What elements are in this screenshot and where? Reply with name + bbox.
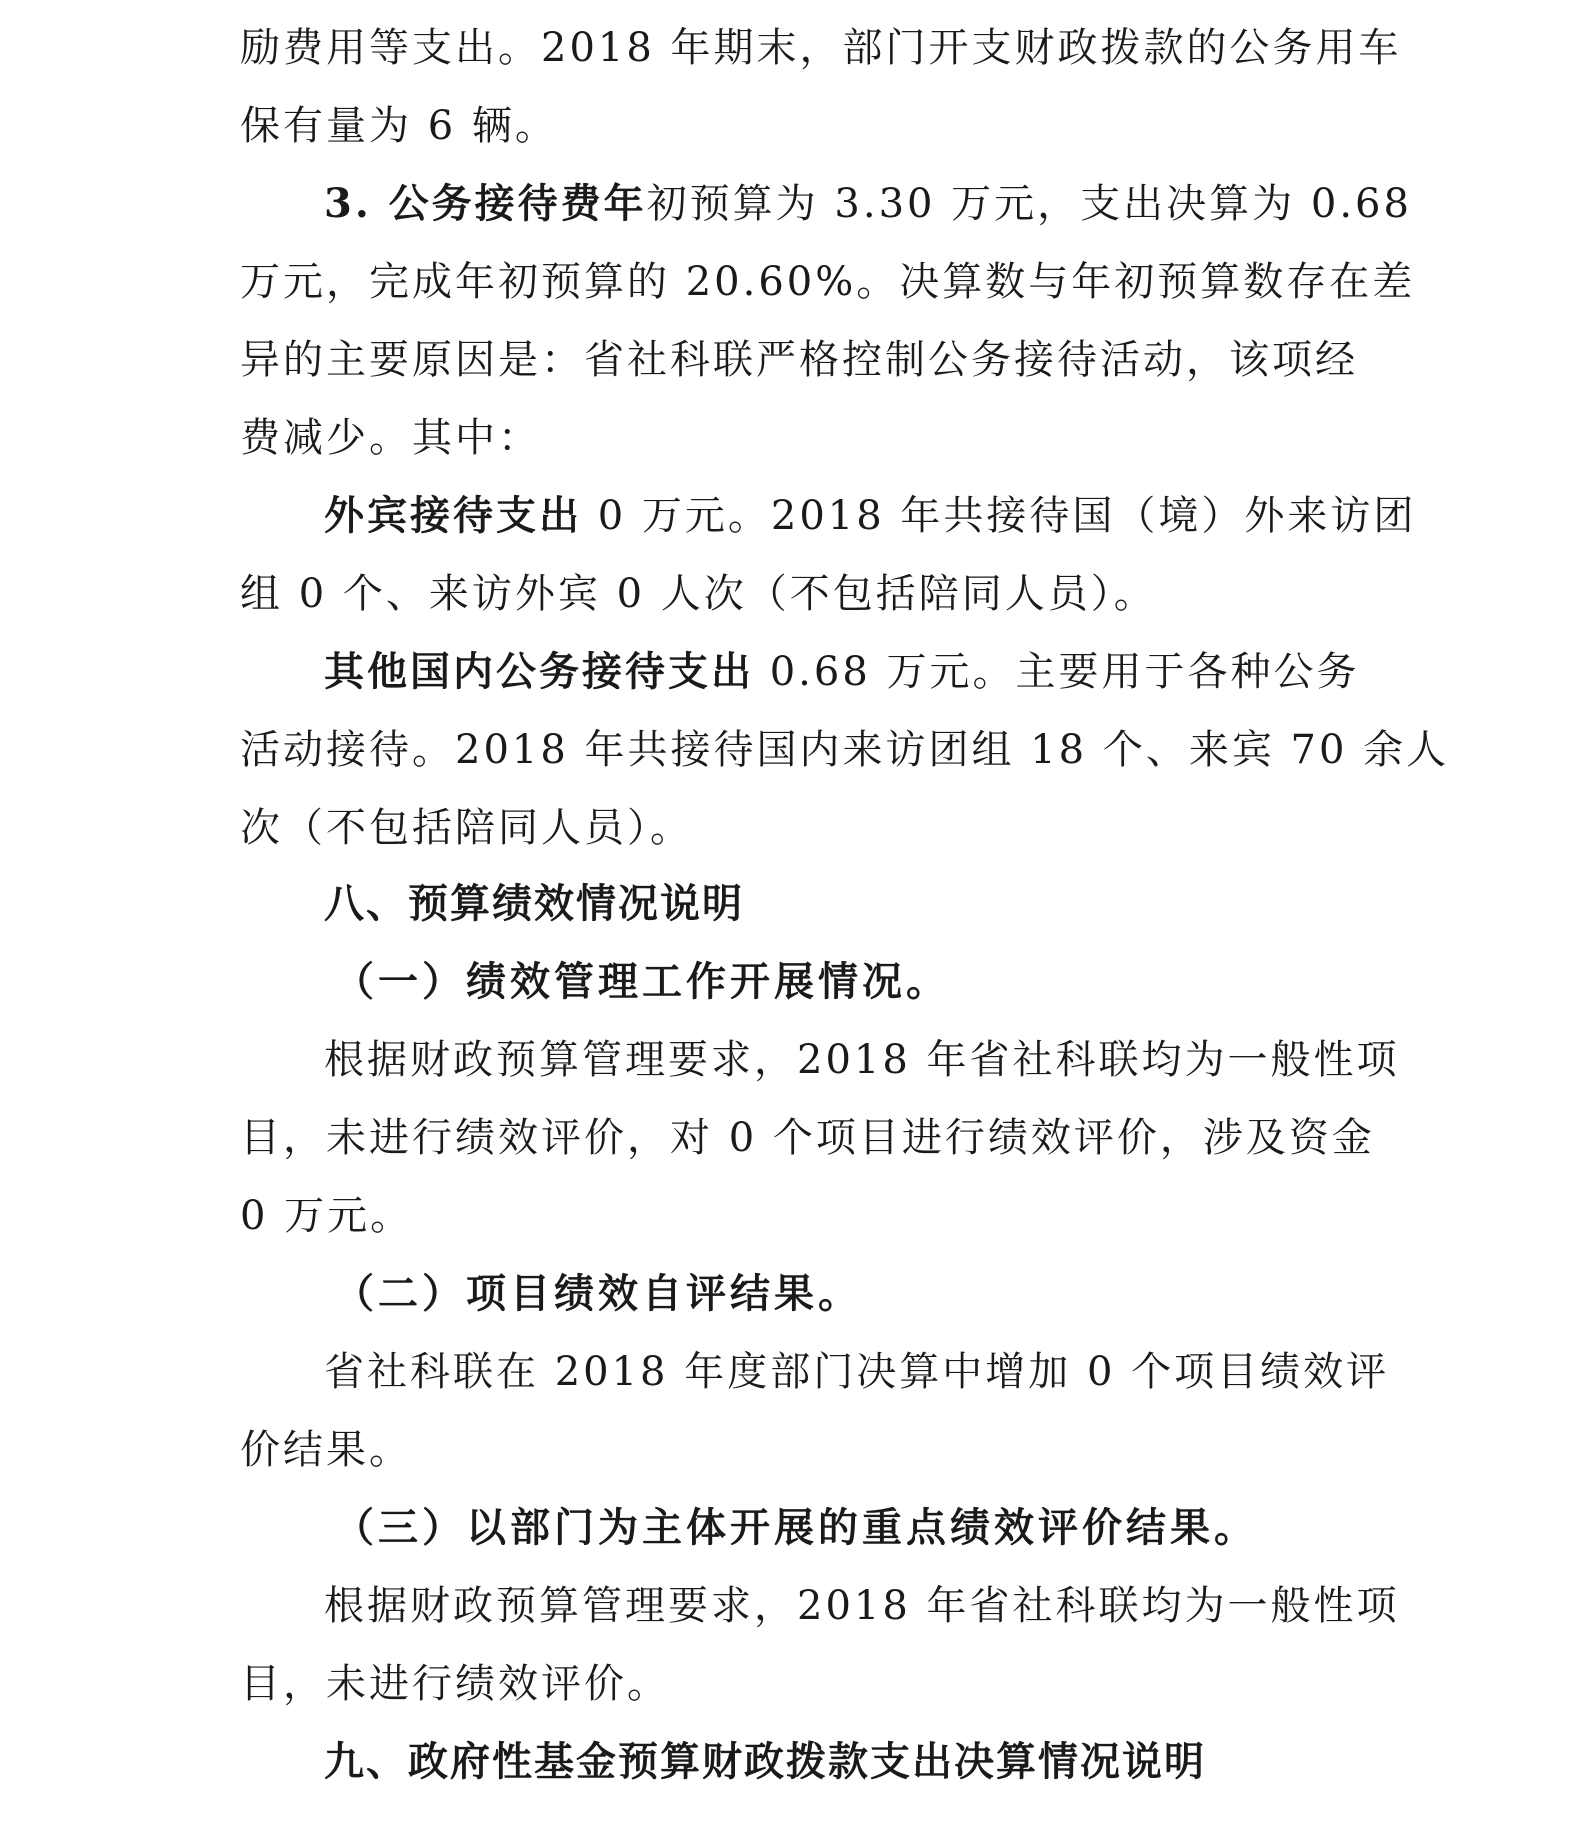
- paragraph-line: 根据财政预算管理要求，2018 年省社科联均为一般性项: [324, 1583, 1400, 1629]
- section-heading: 八、预算绩效情况说明: [324, 881, 744, 927]
- sub-heading: （一）绩效管理工作开展情况。: [334, 958, 950, 1005]
- item-label: 外宾接待支出: [324, 492, 582, 539]
- section-heading: 九、政府性基金预算财政拨款支出决算情况说明: [324, 1739, 1206, 1785]
- paragraph-line: 异的主要原因是：省社科联严格控制公务接待活动，该项经: [240, 337, 1358, 383]
- paragraph-line: 保有量为 6 辆。: [240, 103, 558, 149]
- paragraph-line: 根据财政预算管理要求，2018 年省社科联均为一般性项: [324, 1037, 1400, 1083]
- item-text: 0 万元。2018 年共接待国（境）外来访团: [582, 493, 1417, 539]
- paragraph-line: 省社科联在 2018 年度部门决算中增加 0 个项目绩效评: [324, 1349, 1390, 1395]
- item-text: 0.68 万元。主要用于各种公务: [754, 649, 1360, 695]
- sub-heading: （三）以部门为主体开展的重点绩效评价结果。: [334, 1504, 1258, 1551]
- paragraph-line: 组 0 个、来访外宾 0 人次（不包括陪同人员）。: [240, 571, 1157, 617]
- paragraph-line: 活动接待。2018 年共接待国内来访团组 18 个、来宾 70 余人: [240, 727, 1450, 773]
- item-label: 其他国内公务接待支出: [324, 648, 754, 695]
- paragraph-line: [324, 646, 1360, 698]
- item-text: 初预算为 3.30 万元，支出决算为 0.68: [646, 181, 1412, 227]
- paragraph-line: [324, 178, 1412, 230]
- paragraph-line: [324, 490, 1417, 542]
- paragraph-line: 0 万元。: [240, 1193, 414, 1239]
- paragraph-line: 费减少。其中：: [240, 415, 541, 461]
- paragraph-line: 价结果。: [240, 1427, 412, 1473]
- item-label: 3. 公务接待费年: [324, 180, 647, 227]
- paragraph-line: 目，未进行绩效评价，对 0 个项目进行绩效评价，涉及资金: [240, 1115, 1375, 1161]
- paragraph-line: 万元，完成年初预算的 20.60%。决算数与年初预算数存在差: [240, 259, 1416, 305]
- paragraph-line: 励费用等支出。2018 年期末，部门开支财政拨款的公务用车: [240, 25, 1402, 71]
- paragraph-line: 次（不包括陪同人员）。: [240, 805, 693, 851]
- sub-heading: （二）项目绩效自评结果。: [334, 1270, 862, 1317]
- paragraph-line: 目，未进行绩效评价。: [240, 1661, 670, 1707]
